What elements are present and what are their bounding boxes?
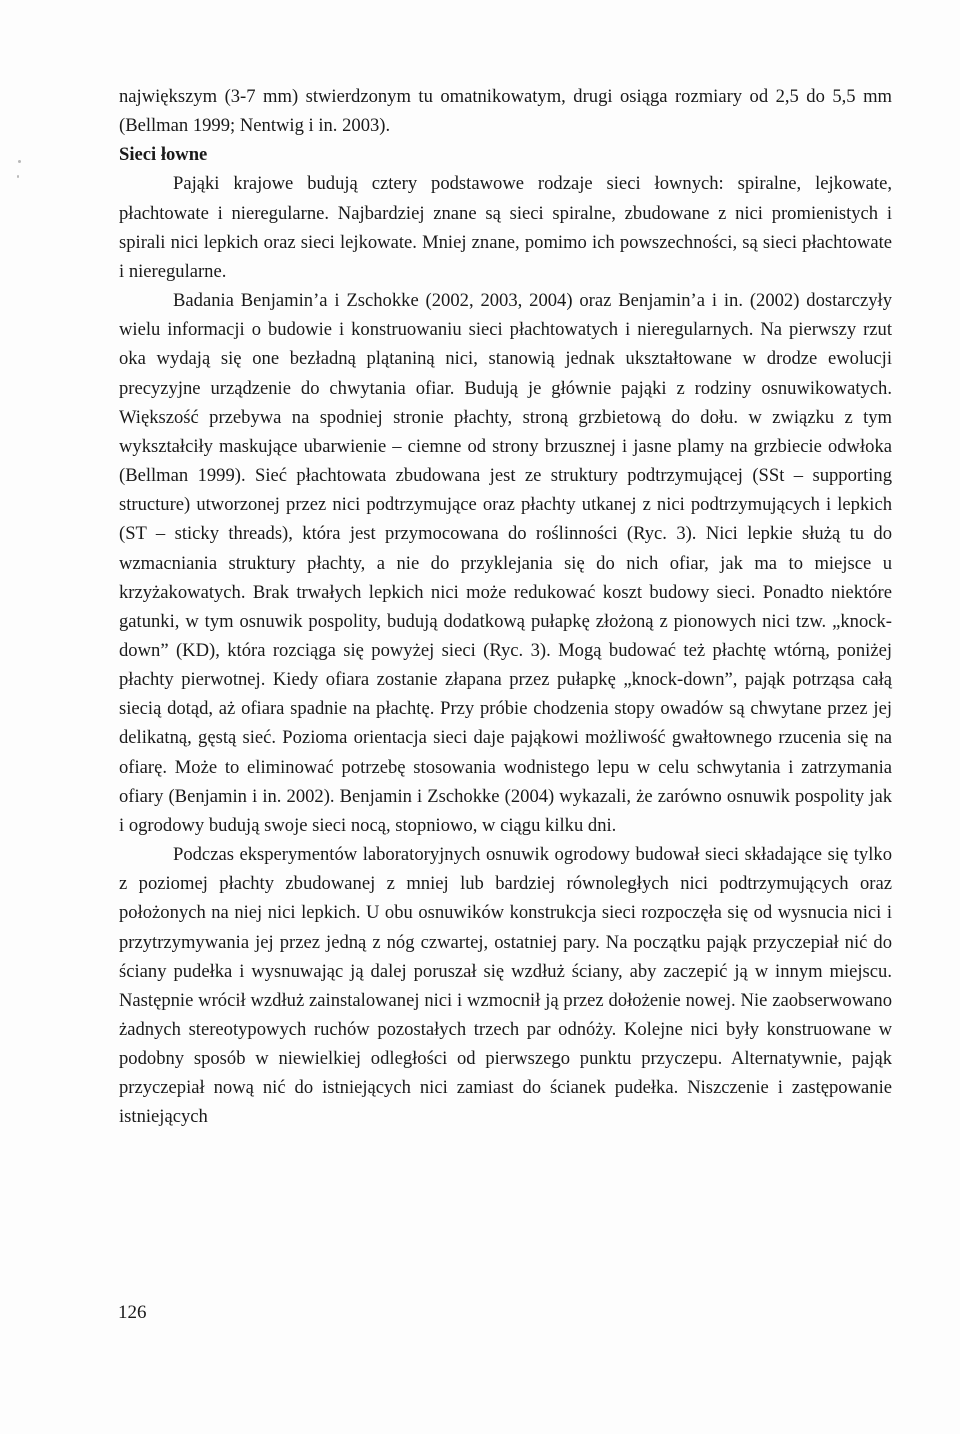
body-text xyxy=(119,82,892,1132)
paragraph-continuation: największym (3-7 mm) stwierdzonym tu omatnikowatym, drugi osiąga rozmiary od 2,5 do 5,5 mm (Bellman 1999; Nentwig i in. 2003). xyxy=(119,86,892,137)
paragraph: Pająki krajowe budują cztery podstawowe rodzaje sieci łownych: spiralne, lejkowate, płachtowate i nieregularne. Najbardziej znane są sieci spiralne, zbudowane z nici promienistych i spirali nici lepkich oraz sieci lejkowate. Mniej znane, pomimo ich powszechności, są sieci płachtowate i nieregularne. xyxy=(119,173,892,282)
paragraph: Podczas eksperymentów laboratoryjnych osnuwik ogrodowy budował sieci składające się tylko z poziomej płachty zbudowanej z mniej lub bardziej równoległych nici podtrzymujących oraz położonych na niej nici lepkich. U obu osnuwików konstrukcja sieci rozpoczęła się od wysnucia nici i przytrzymywania jej przez jedną z nóg czwartej, ostatniej pary. Na początku pająk przyczepiał nić do ściany pudełka i wysnuwając ją dalej poruszał się wzdłuż ściany, aby zaczepić ją w innym miejscu. Następnie wrócił wzdłuż zainstalowanej nici i wzmocnił ją przez dołożenie nowej. Nie zaobserwowano żadnych stereotypowych ruchów pozostałych trzech par odnóży. Kolejne nici były konstruowane w podobny sposób w niewielkiej odległości od pierwszego punktu przyczepu. Alternatywnie, pająk przyczepiał nową nić do istniejących nici zamiast do ścianek pudełka. Niszczenie i zastępowanie istniejących xyxy=(119,844,892,1128)
page-number: 126 xyxy=(118,1302,147,1323)
scan-speck xyxy=(18,160,21,163)
section-heading: Sieci łowne xyxy=(119,144,208,166)
paragraph: Badania Benjamin’a i Zschokke (2002, 2003, 2004) oraz Benjamin’a i in. (2002) dostarczyły wielu informacji o budowie i konstruowaniu sieci płachtowatych i nieregularnych. Na pierwszy rzut oka wydają się one bezładną plątaniną nici, stanowią jednak ukształtowane w drodze ewolucji precyzyjne urządzenie do chwytania ofiar. Budują je głównie pająki z rodziny osnuwikowatych. Większość przebywa na spodniej stronie płachty, stroną grzbietową do dołu. w związku z tym wykształciły maskujące ubarwienie – ciemne od strony brzusznej i jasne plamy na grzbiecie odwłoka (Bellman 1999). Sieć płachtowata zbudowana jest ze struktury podtrzymującej (SSt – supporting structure) utworzonej przez nici podtrzymujące oraz płachty utkanej z nici podtrzymujących i lepkich (ST – sticky threads), która jest przymocowana do roślinności (Ryc. 3). Nici lepkie służą tu do wzmacniania struktury płachty, a nie do przyklejania się do nich ofiar, jak ma to miejsce u krzyżakowatych. Brak trwałych lepkich nici może redukować koszt budowy sieci. Ponadto niektóre gatunki, w tym osnuwik pospolity, budują dodatkową pułapkę złożoną z pionowych nici tzw. „knock-down” (KD), która rozciąga się powyżej sieci (Ryc. 3). Mogą budować też płachtę wtórną, poniżej płachty pierwotnej. Kiedy ofiara zostanie złapana przez pułapkę „knock-down”, pająk potrząsa całą siecią dotąd, aż ofiara spadnie na płachtę. Przy próbie chodzenia stopy owadów są chwytane przez jej delikatną, gęstą sieć. Pozioma orientacja sieci daje pająkowi możliwość gwałtownego rzucenia się na ofiarę. Może to eliminować potrzebę stosowania wodnistego lepu w celu schwytania i zatrzymania ofiary (Benjamin i in. 2002). Benjamin i Zschokke (2004) wykazali, że zarówno osnuwik pospolity jak i ogrodowy budują swoje sieci nocą, stopniowo, w ciągu kilku dni. xyxy=(119,290,892,836)
scan-speck xyxy=(17,175,19,178)
